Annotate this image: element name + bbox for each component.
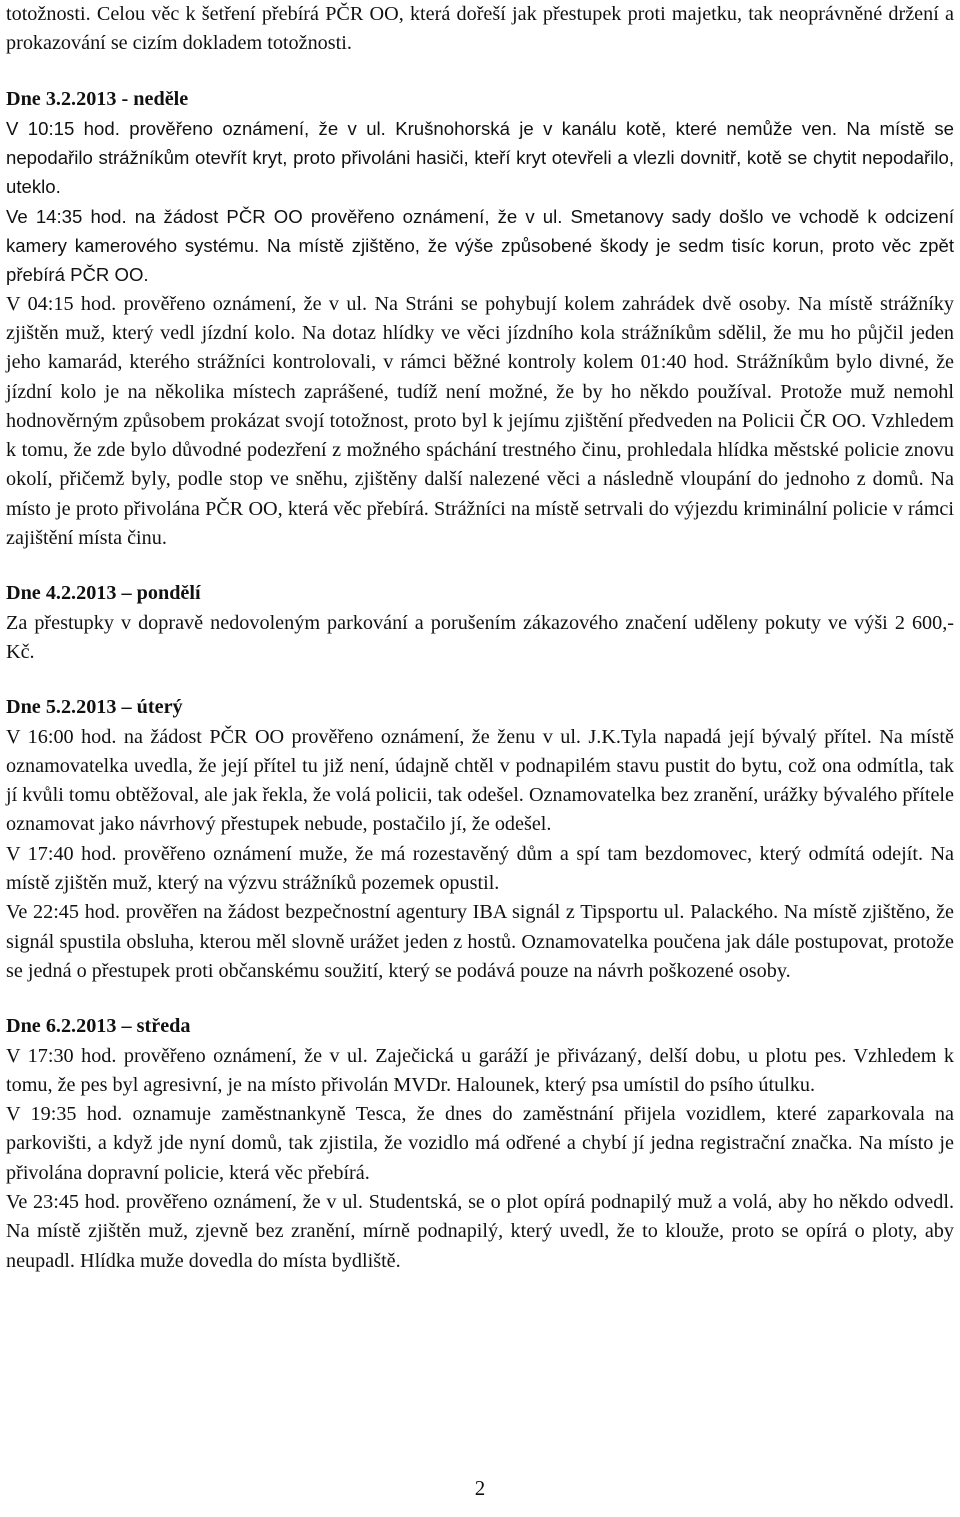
report-paragraph: Ve 23:45 hod. prověřeno oznámení, že v ul. Studentská, se o plot opírá podnapilý muž a volá, aby ho někdo odvedl. Na místě zjištěn muž, zjevně bez zranění, mírně podnapilý, který uvedl, že to klouže, proto se opírá o ploty, aby neupadl. Hlídka muže dovedla do místa bydliště. bbox=[6, 1190, 954, 1272]
report-paragraph: V 19:35 hod. oznamuje zaměstnankyně Tesca, že dnes do zaměstnání přijela vozidlem, které zaparkovala na parkovišti, a když jde nyní domů, tak zjistila, že vozidlo má odřené a chybí jí jedna registrační značka. Na místo je přivolána dopravní policie, která věc přebírá. bbox=[6, 1103, 954, 1184]
report-paragraph: V 17:40 hod. prověřeno oznámení muže, že má rozestavěný dům a spí tam bezdomovec, který odmítá odejít. Na místě zjištěn muž, který na výzvu strážníků pozemek opustil. bbox=[6, 842, 954, 895]
report-paragraph: V 04:15 hod. prověřeno oznámení, že v ul. Na Stráni se pohybují kolem zahrádek dvě osoby. Na místě strážníky zjištěn muž, který vedl jízdní kolo. Na dotaz hlídky ve věci jízdního kola strážníkům sdělil, že mu ho půjčil jeden jeho kamarád, kterého strážníci kontrolovali, v rámci běžné kontroly kolem 01:40 hod. Strážníkům bylo divné, že jízdní kolo je na několika místech zaprášené, tudíž není možné, že by ho někdo používal. Protože muž nemohl hodnověrným způsobem prokázat svojí totožnost, proto byl k jejímu zjištění předveden na Policii ČR OO. Vzhledem k tomu, že zde bylo důvodné podezření z možného spáchání trestného činu, prohledala hlídka městské policie znovu okolí, přičemž byly, podle stop ve sněhu, zjištěny další nalezené věci a následně vloupání do jednoho z domů. Na místo je proto přivolána PČR OO, která věc přebírá. Strážníci na místě setrvali do výjezdu kriminální policie v rámci zajištění místa činu. bbox=[6, 292, 954, 550]
spacer bbox=[6, 986, 954, 1012]
report-paragraph: V 10:15 hod. prověřeno oznámení, že v ul. Krušnohorská je v kanálu kotě, které nemůže ven. Na místě se nepodařilo strážníkům otevřít kryt, proto přivoláni hasiči, kteří kryt otevřeli a vlezli dovnitř, kotě se chytit nepodařilo, uteklo. bbox=[6, 117, 954, 198]
spacer bbox=[6, 553, 954, 579]
report-paragraph: V 16:00 hod. na žádost PČR OO prověřeno oznámení, že ženu v ul. J.K.Tyla napadá její bývalý přítel. Na místě oznamovatelka uvedla, že její přítel tu již není, údajně chtěl v podnapilém stavu pustit do bytu, což ona odmítla, tak jí kvůli tomu obtěžoval, ale jak řekla, že volá policii, tak odešel. Oznamovatelka bez zranění, urážky bývalého přítele oznamovat jako návrhový přestupek nebude, postačilo jí, že odešel. bbox=[6, 725, 954, 836]
report-paragraph: V 17:30 hod. prověřeno oznámení, že v ul. Zaječická u garáží je přivázaný, delší dobu, u plotu pes. Vzhledem k tomu, že pes byl agresivní, je na místo přivolán MVDr. Halounek, který psa umístil do psího útulku. bbox=[6, 1044, 954, 1096]
spacer bbox=[6, 667, 954, 693]
page-number: 2 bbox=[474, 1476, 486, 1500]
day-heading-5-2: Dne 5.2.2013 – úterý bbox=[6, 696, 183, 719]
day-heading-6-2: Dne 6.2.2013 – středa bbox=[6, 1015, 191, 1038]
document-page bbox=[6, 0, 954, 1276]
continued-paragraph: totožnosti. Celou věc k šetření přebírá PČR OO, která dořeší jak přestupek proti majetku, tak neoprávněné držení a prokazování se cizím dokladem totožnosti. bbox=[6, 3, 954, 55]
spacer bbox=[6, 59, 954, 85]
report-paragraph: Za přestupky v dopravě nedovoleným parkování a porušením zákazového značení uděleny pokuty ve výši 2 600,- Kč. bbox=[6, 611, 954, 663]
report-paragraph: Ve 14:35 hod. na žádost PČR OO prověřeno oznámení, že v ul. Smetanovy sady došlo ve vchodě k odcizení kamery kamerového systému. Na místě zjištěno, že výše způsobené škody je sedm tisíc korun, proto věc zpět přebírá PČR OO. bbox=[6, 205, 954, 286]
report-paragraph: Ve 22:45 hod. prověřen na žádost bezpečnostní agentury IBA signál z Tipsportu ul. Palackého. Na místě zjištěno, že signál spustila obsluha, kterou měl slovně urážet jeden z hostů. Oznamovatelka poučena jak dále postupovat, protože se jedná o přestupek proti občanskému soužití, který se podává pouze na návrh poškozené osoby. bbox=[6, 901, 954, 982]
day-heading-3-2: Dne 3.2.2013 - neděle bbox=[6, 87, 189, 110]
day-heading-4-2: Dne 4.2.2013 – pondělí bbox=[6, 582, 201, 605]
